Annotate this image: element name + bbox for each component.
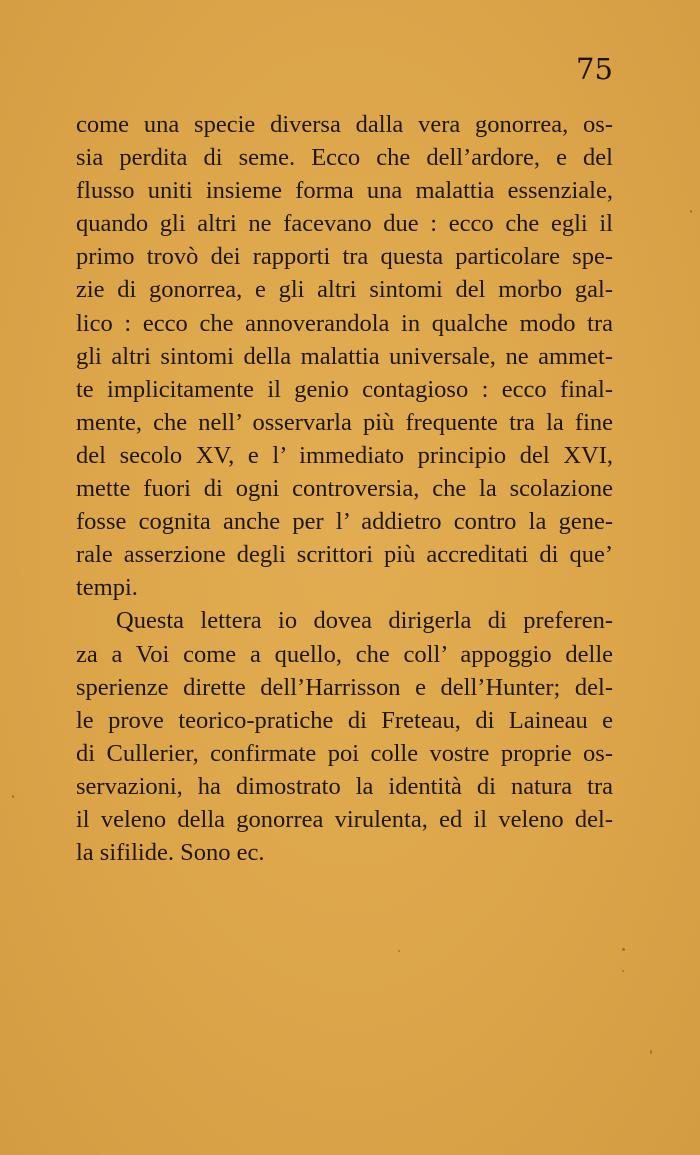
text-line: primo trovò dei rapporti tra questa particolare spe- xyxy=(76,243,613,271)
text-line: zie di gonorrea, e gli altri sintomi del morbo gal- xyxy=(76,276,613,304)
text-line: la sifilide. Sono ec. xyxy=(76,839,265,867)
text-line: rale asserzione degli scrittori più accreditati di que’ xyxy=(76,541,613,569)
paper-speck xyxy=(622,970,624,972)
text-line: flusso uniti insieme forma una malattia essenziale, xyxy=(76,177,613,205)
text-line: Questa lettera io dovea dirigerla di preferen- xyxy=(116,607,613,635)
text-line: del secolo XV, e l’ immediato principio del XVI, xyxy=(76,441,613,469)
text-line: mente, che nell’ osservarla più frequente tra la fine xyxy=(76,408,613,436)
paper-speck xyxy=(12,795,14,798)
text-line: za a Voi come a quello, che coll’ appoggio delle xyxy=(76,640,613,668)
text-line: te implicitamente il genio contagioso : ecco final- xyxy=(76,375,613,403)
paragraph-2 xyxy=(76,604,613,869)
text-line: fosse cognita anche per l’ addietro contro la gene- xyxy=(76,508,613,536)
paragraph-1 xyxy=(76,108,613,604)
paper-speck xyxy=(622,948,625,951)
paper-speck xyxy=(398,950,400,952)
text-line: sperienze dirette dell’Harrisson e dell’Hunter; del- xyxy=(76,673,613,701)
text-line: il veleno della gonorrea virulenta, ed il veleno del- xyxy=(76,805,613,833)
text-line: lico : ecco che annoverandola in qualche modo tra xyxy=(76,309,613,337)
text-line: come una specie diversa dalla vera gonorrea, os- xyxy=(76,111,613,138)
text-line: tempi. xyxy=(76,574,138,602)
text-line: quando gli altri ne facevano due : ecco che egli il xyxy=(76,210,613,238)
text-line: sia perdita di seme. Ecco che dell’ardore, e del xyxy=(76,144,613,172)
text-line: servazioni, ha dimostrato la identità di natura tra xyxy=(76,772,613,800)
body-text xyxy=(76,108,613,869)
text-line: gli altri sintomi della malattia universale, ne ammet- xyxy=(76,342,613,370)
text-line: mette fuori di ogni controversia, che la scolazione xyxy=(76,475,613,503)
text-line: le prove teorico-pratiche di Freteau, di Laineau e xyxy=(76,706,613,734)
paper-speck xyxy=(690,210,692,213)
text-line: di Cullerier, confirmate poi colle vostre proprie os- xyxy=(76,739,613,767)
page-number: 75 xyxy=(576,52,613,86)
paper-speck xyxy=(650,1050,652,1054)
